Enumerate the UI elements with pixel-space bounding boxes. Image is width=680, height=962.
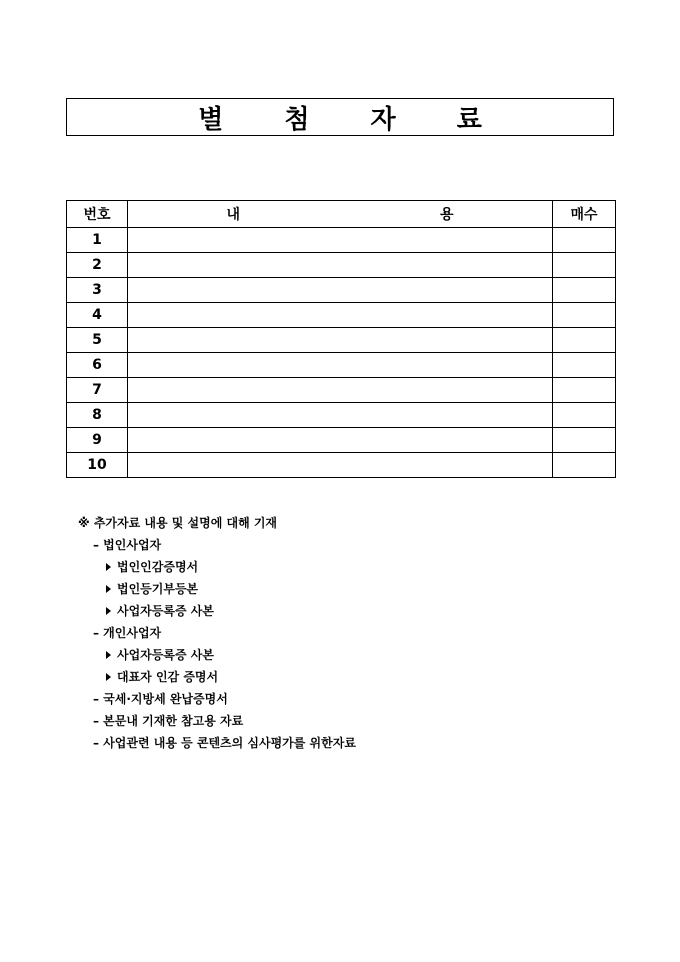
row-content <box>128 303 553 328</box>
table-row <box>67 428 616 453</box>
table-row <box>67 278 616 303</box>
row-no: 3 <box>67 278 128 303</box>
row-content <box>128 253 553 278</box>
row-count <box>553 428 616 453</box>
note-item <box>78 578 618 600</box>
table-row <box>67 403 616 428</box>
note-item <box>78 622 618 644</box>
table-row <box>67 303 616 328</box>
triangle-bullet-icon <box>106 607 111 615</box>
row-content <box>128 403 553 428</box>
table-header-row <box>67 201 616 228</box>
note-item <box>78 688 618 710</box>
page-title: 별 첨 자 료 <box>198 104 508 135</box>
note-item-text: – 본문내 기재한 참고용 자료 <box>93 714 244 728</box>
note-item-text: – 사업관련 내용 등 콘텐츠의 심사평가를 위한자료 <box>93 736 356 750</box>
row-content <box>128 428 553 453</box>
note-item-text: – 법인사업자 <box>93 538 162 552</box>
table-row <box>67 328 616 353</box>
row-content <box>128 353 553 378</box>
row-count <box>553 303 616 328</box>
row-count <box>553 228 616 253</box>
row-content <box>128 328 553 353</box>
row-count <box>553 403 616 428</box>
row-count <box>553 378 616 403</box>
row-content <box>128 228 553 253</box>
row-no: 7 <box>67 378 128 403</box>
triangle-bullet-icon <box>106 563 111 571</box>
header-content <box>128 201 553 228</box>
notes-heading: ※ 추가자료 내용 및 설명에 대해 기재 <box>78 516 278 530</box>
row-content <box>128 378 553 403</box>
notes-section <box>78 512 618 754</box>
row-no: 9 <box>67 428 128 453</box>
header-count: 매수 <box>553 201 616 228</box>
row-content <box>128 278 553 303</box>
note-item <box>78 556 618 578</box>
row-no: 6 <box>67 353 128 378</box>
triangle-bullet-icon <box>106 651 111 659</box>
table-row <box>67 453 616 478</box>
triangle-bullet-icon <box>106 673 111 681</box>
table-row <box>67 228 616 253</box>
row-count <box>553 353 616 378</box>
row-content <box>128 453 553 478</box>
row-no: 8 <box>67 403 128 428</box>
row-no: 4 <box>67 303 128 328</box>
triangle-bullet-icon <box>106 585 111 593</box>
row-count <box>553 253 616 278</box>
attachment-table <box>66 200 616 478</box>
note-item-text: 법인등기부등본 <box>117 582 199 596</box>
header-no: 번호 <box>67 201 128 228</box>
row-no: 2 <box>67 253 128 278</box>
table-row <box>67 378 616 403</box>
note-item-text: – 개인사업자 <box>93 626 162 640</box>
row-no: 10 <box>67 453 128 478</box>
row-no: 5 <box>67 328 128 353</box>
row-count <box>553 278 616 303</box>
table-row <box>67 253 616 278</box>
table-row <box>67 353 616 378</box>
note-item-text: 대표자 인감 증명서 <box>117 670 219 684</box>
header-content-right: 용 <box>440 207 454 223</box>
note-item <box>78 732 618 754</box>
header-content-left: 내 <box>226 207 240 223</box>
note-item <box>78 644 618 666</box>
note-item <box>78 600 618 622</box>
note-item-text: 사업자등록증 사본 <box>117 604 214 618</box>
row-count <box>553 453 616 478</box>
note-item <box>78 534 618 556</box>
title-box <box>66 98 614 136</box>
row-count <box>553 328 616 353</box>
note-item <box>78 710 618 732</box>
note-item-text: 법인인감증명서 <box>117 560 199 574</box>
note-item <box>78 666 618 688</box>
note-item-text: – 국세·지방세 완납증명서 <box>93 692 228 706</box>
row-no: 1 <box>67 228 128 253</box>
note-item-text: 사업자등록증 사본 <box>117 648 214 662</box>
